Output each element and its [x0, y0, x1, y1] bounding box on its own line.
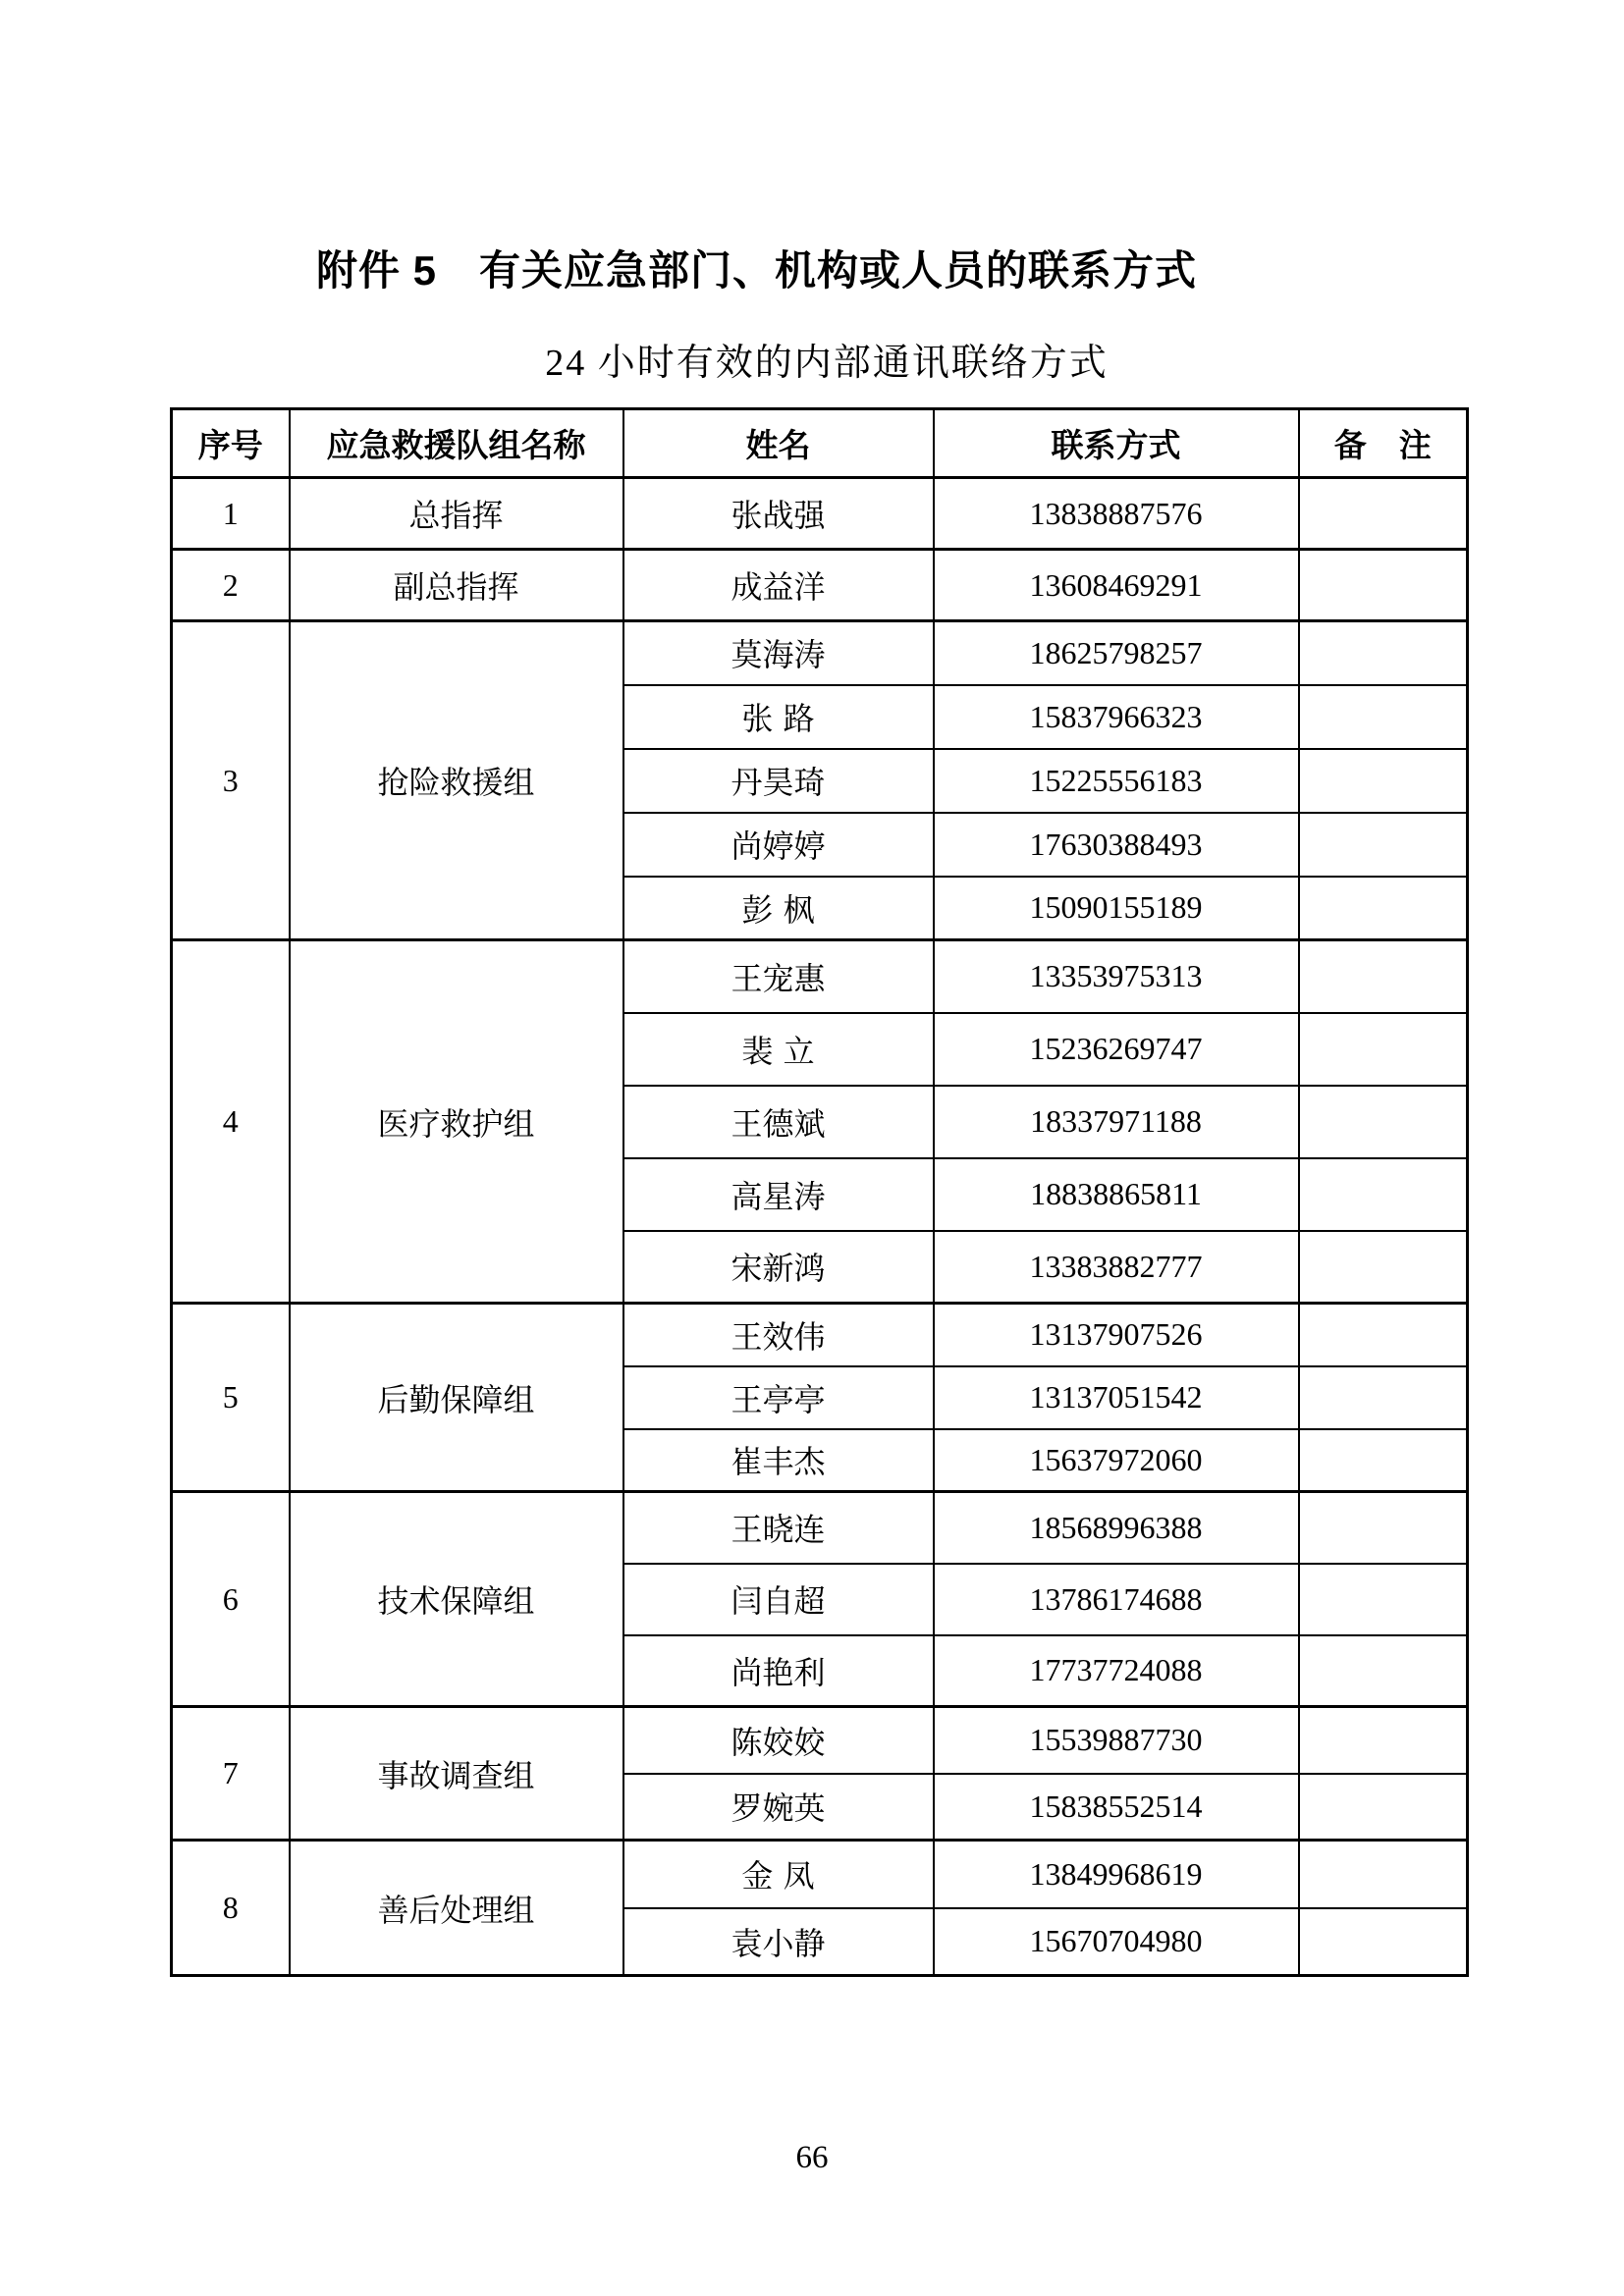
cell-note: [1299, 1492, 1468, 1564]
table-row: [172, 1841, 1468, 1908]
cell-person-name: 王效伟: [623, 1304, 934, 1366]
cell-note: [1299, 1429, 1468, 1492]
cell-phone-number: 13608469291: [934, 550, 1299, 621]
cell-phone-number: 18838865811: [934, 1158, 1299, 1231]
cell-person-name: 闫自超: [623, 1564, 934, 1635]
cell-note: [1299, 1304, 1468, 1366]
cell-phone-number: 18337971188: [934, 1086, 1299, 1158]
cell-phone-number: 15837966323: [934, 685, 1299, 749]
table-header-row: [172, 409, 1468, 478]
cell-note: [1299, 1774, 1468, 1841]
cell-person-name: 成益洋: [623, 550, 934, 621]
cell-person-name: 莫海涛: [623, 621, 934, 685]
cell-note: [1299, 621, 1468, 685]
cell-person-name: 高星涛: [623, 1158, 934, 1231]
cell-person-name: 陈姣姣: [623, 1707, 934, 1774]
cell-team-name: 抢险救援组: [290, 621, 623, 940]
cell-phone-number: 13137051542: [934, 1366, 1299, 1429]
cell-phone-number: 15236269747: [934, 1013, 1299, 1086]
cell-index: 1: [172, 478, 290, 550]
cell-person-name: 袁小静: [623, 1908, 934, 1976]
col-header-contact: 联系方式: [934, 409, 1299, 478]
col-header-index: 序号: [172, 409, 290, 478]
cell-person-name: 张路: [623, 685, 934, 749]
cell-team-name: 善后处理组: [290, 1841, 623, 1976]
cell-person-name: 金凤: [623, 1841, 934, 1908]
cell-note: [1299, 1564, 1468, 1635]
table-row: [172, 940, 1468, 1013]
cell-person-name: 宋新鸿: [623, 1231, 934, 1304]
cell-phone-number: 15225556183: [934, 749, 1299, 813]
cell-note: [1299, 1635, 1468, 1707]
cell-index: 7: [172, 1707, 290, 1841]
cell-note: [1299, 749, 1468, 813]
cell-team-name: 副总指挥: [290, 550, 623, 621]
cell-phone-number: 13838887576: [934, 478, 1299, 550]
cell-person-name: 王德斌: [623, 1086, 934, 1158]
cell-phone-number: 13786174688: [934, 1564, 1299, 1635]
page-number: 66: [795, 2140, 829, 2175]
table-row: [172, 621, 1468, 685]
cell-person-name: 丹昊琦: [623, 749, 934, 813]
cell-index: 3: [172, 621, 290, 940]
cell-note: [1299, 1158, 1468, 1231]
cell-person-name: 王亭亭: [623, 1366, 934, 1429]
cell-phone-number: 15539887730: [934, 1707, 1299, 1774]
cell-index: 6: [172, 1492, 290, 1707]
table-caption: 24 小时有效的内部通讯联络方式: [545, 343, 1109, 384]
cell-index: 8: [172, 1841, 290, 1976]
cell-phone-number: 15838552514: [934, 1774, 1299, 1841]
cell-note: [1299, 1013, 1468, 1086]
cell-team-name: 技术保障组: [290, 1492, 623, 1707]
cell-person-name: 尚婷婷: [623, 813, 934, 877]
cell-person-name: 罗婉英: [623, 1774, 934, 1841]
cell-person-name: 裴立: [623, 1013, 934, 1086]
cell-person-name: 尚艳利: [623, 1635, 934, 1707]
col-header-note: 备 注: [1299, 409, 1468, 478]
cell-index: 4: [172, 940, 290, 1304]
cell-note: [1299, 550, 1468, 621]
cell-team-name: 后勤保障组: [290, 1304, 623, 1492]
cell-phone-number: 15637972060: [934, 1429, 1299, 1492]
cell-phone-number: 13383882777: [934, 1231, 1299, 1304]
cell-phone-number: 18568996388: [934, 1492, 1299, 1564]
cell-team-name: 事故调查组: [290, 1707, 623, 1841]
cell-note: [1299, 1231, 1468, 1304]
cell-index: 2: [172, 550, 290, 621]
cell-person-name: 崔丰杰: [623, 1429, 934, 1492]
cell-phone-number: 13137907526: [934, 1304, 1299, 1366]
table-row: [172, 478, 1468, 550]
cell-phone-number: 18625798257: [934, 621, 1299, 685]
cell-phone-number: 17630388493: [934, 813, 1299, 877]
cell-phone-number: 17737724088: [934, 1635, 1299, 1707]
cell-note: [1299, 478, 1468, 550]
table-row: [172, 550, 1468, 621]
cell-note: [1299, 685, 1468, 749]
cell-note: [1299, 1366, 1468, 1429]
cell-phone-number: 13849968619: [934, 1841, 1299, 1908]
col-header-team: 应急救援队组名称: [290, 409, 623, 478]
cell-person-name: 张战强: [623, 478, 934, 550]
cell-person-name: 彭枫: [623, 877, 934, 940]
col-header-name: 姓名: [623, 409, 934, 478]
table-row: [172, 1304, 1468, 1366]
cell-team-name: 医疗救护组: [290, 940, 623, 1304]
cell-phone-number: 13353975313: [934, 940, 1299, 1013]
cell-note: [1299, 1086, 1468, 1158]
cell-note: [1299, 1707, 1468, 1774]
cell-person-name: 王晓连: [623, 1492, 934, 1564]
cell-note: [1299, 940, 1468, 1013]
cell-note: [1299, 1841, 1468, 1908]
cell-index: 5: [172, 1304, 290, 1492]
cell-note: [1299, 813, 1468, 877]
cell-phone-number: 15090155189: [934, 877, 1299, 940]
contact-table: [170, 407, 1469, 1977]
cell-team-name: 总指挥: [290, 478, 623, 550]
cell-phone-number: 15670704980: [934, 1908, 1299, 1976]
table-row: [172, 1707, 1468, 1774]
cell-note: [1299, 877, 1468, 940]
table-row: [172, 1492, 1468, 1564]
cell-note: [1299, 1908, 1468, 1976]
attachment-title: 附件 5 有关应急部门、机构或人员的联系方式: [316, 247, 1198, 294]
cell-person-name: 王宠惠: [623, 940, 934, 1013]
